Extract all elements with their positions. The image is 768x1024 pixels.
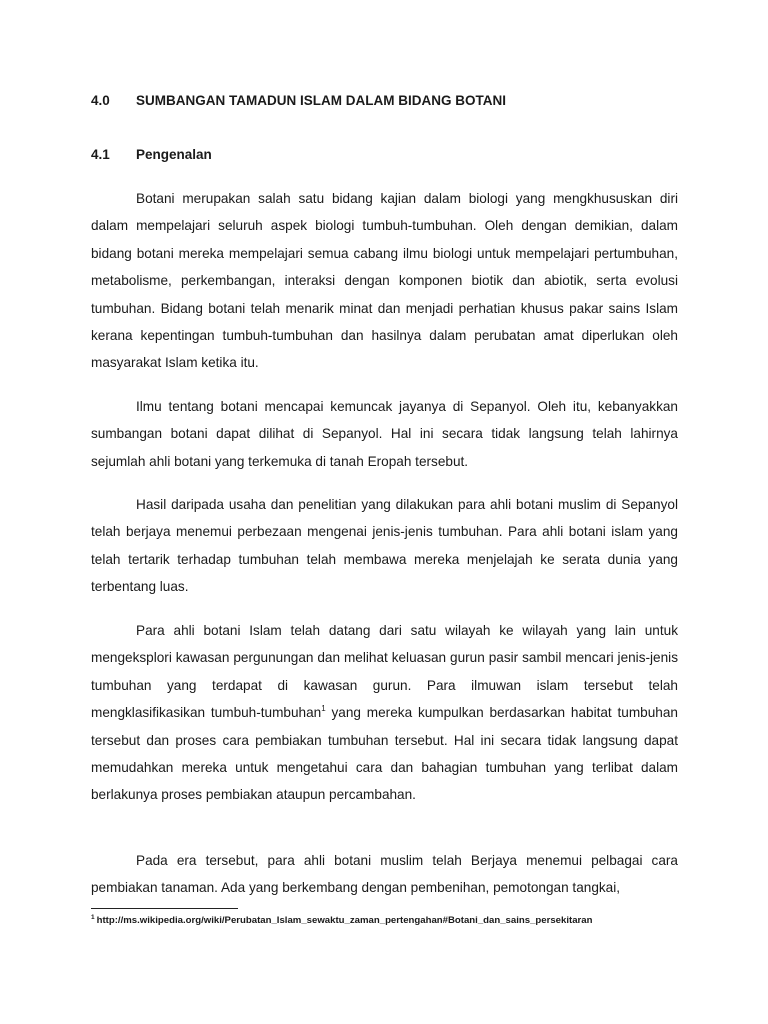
paragraph-4 bbox=[91, 617, 678, 809]
paragraph-1: Botani merupakan salah satu bidang kajian dalam biologi yang mengkhususkan diri dalam mempelajari seluruh aspek biologi tumbuh-tumbuhan. Oleh dengan demikian, dalam bidang botani mereka mempelajari semua cabang ilmu biologi untuk mempelajari pertumbuhan, metabolisme, perkembangan, interaksi dengan komponen biotik dan abiotik, serta evolusi tumbuhan. Bidang botani telah menarik minat dan menjadi perhatian khusus pakar sains Islam kerana kepentingan tumbuh-tumbuhan dan hasilnya dalam perubatan amat diperlukan oleh masyarakat Islam ketika itu. bbox=[91, 191, 678, 371]
section-number: 4.0 bbox=[91, 93, 110, 108]
subsection-title: Pengenalan bbox=[136, 147, 212, 162]
subsection-heading bbox=[91, 147, 212, 162]
section-heading bbox=[91, 93, 506, 108]
footnote-separator bbox=[91, 908, 238, 909]
footnote-marker: 1 bbox=[91, 914, 95, 921]
section-title: SUMBANGAN TAMADUN ISLAM DALAM BIDANG BOTANI bbox=[136, 93, 506, 108]
paragraph-2: Ilmu tentang botani mencapai kemuncak jayanya di Sepanyol. Oleh itu, kebanyakkan sumbangan botani dapat dilihat di Sepanyol. Hal ini secara tidak langsung telah lahirnya sejumlah ahli botani yang terkemuka di tanah Eropah tersebut. bbox=[91, 399, 678, 469]
paragraph-5: Pada era tersebut, para ahli botani muslim telah Berjaya menemui pelbagai cara pembiakan tanaman. Ada yang berkembang dengan pembenihan, pemotongan tangkai, bbox=[91, 853, 678, 896]
subsection-number: 4.1 bbox=[91, 147, 110, 162]
paragraph-3: Hasil daripada usaha dan penelitian yang dilakukan para ahli botani muslim di Sepanyol telah berjaya menemui perbezaan mengenai jenis-jenis tumbuhan. Para ahli botani islam yang telah tertarik terhadap tumbuhan telah membawa mereka menjelajah ke serata dunia yang terbentang luas. bbox=[91, 497, 678, 595]
paragraph-4-before-ref: Para ahli botani Islam telah datang dari satu wilayah ke wilayah yang lain untuk mengeksplori kawasan pergunungan dan melihat keluasan gurun pasir sambil mencari jenis-jenis tumbuhan yang terdapat di kawasan gurun. Para ilmuwan islam tersebut telah mengklasifikasikan tumbuh-tumbuhan bbox=[91, 623, 678, 721]
paragraph-4-after-ref: yang mereka kumpulkan berdasarkan habitat tumbuhan tersebut dan proses cara pembiakan tumbuhan tersebut. Hal ini secara tidak langsung dapat memudahkan mereka untuk mengetahui cara dan bahagian tumbuhan yang terlibat dalam berlakunya proses pembiakan ataupun percambahan. bbox=[91, 705, 678, 803]
footnote-reference[interactable]: 1 bbox=[321, 704, 326, 714]
footnote bbox=[91, 915, 592, 926]
footnote-link[interactable]: http://ms.wikipedia.org/wiki/Perubatan_Islam_sewaktu_zaman_pertengahan#Botani_dan_sains_persekitaran bbox=[96, 915, 593, 926]
